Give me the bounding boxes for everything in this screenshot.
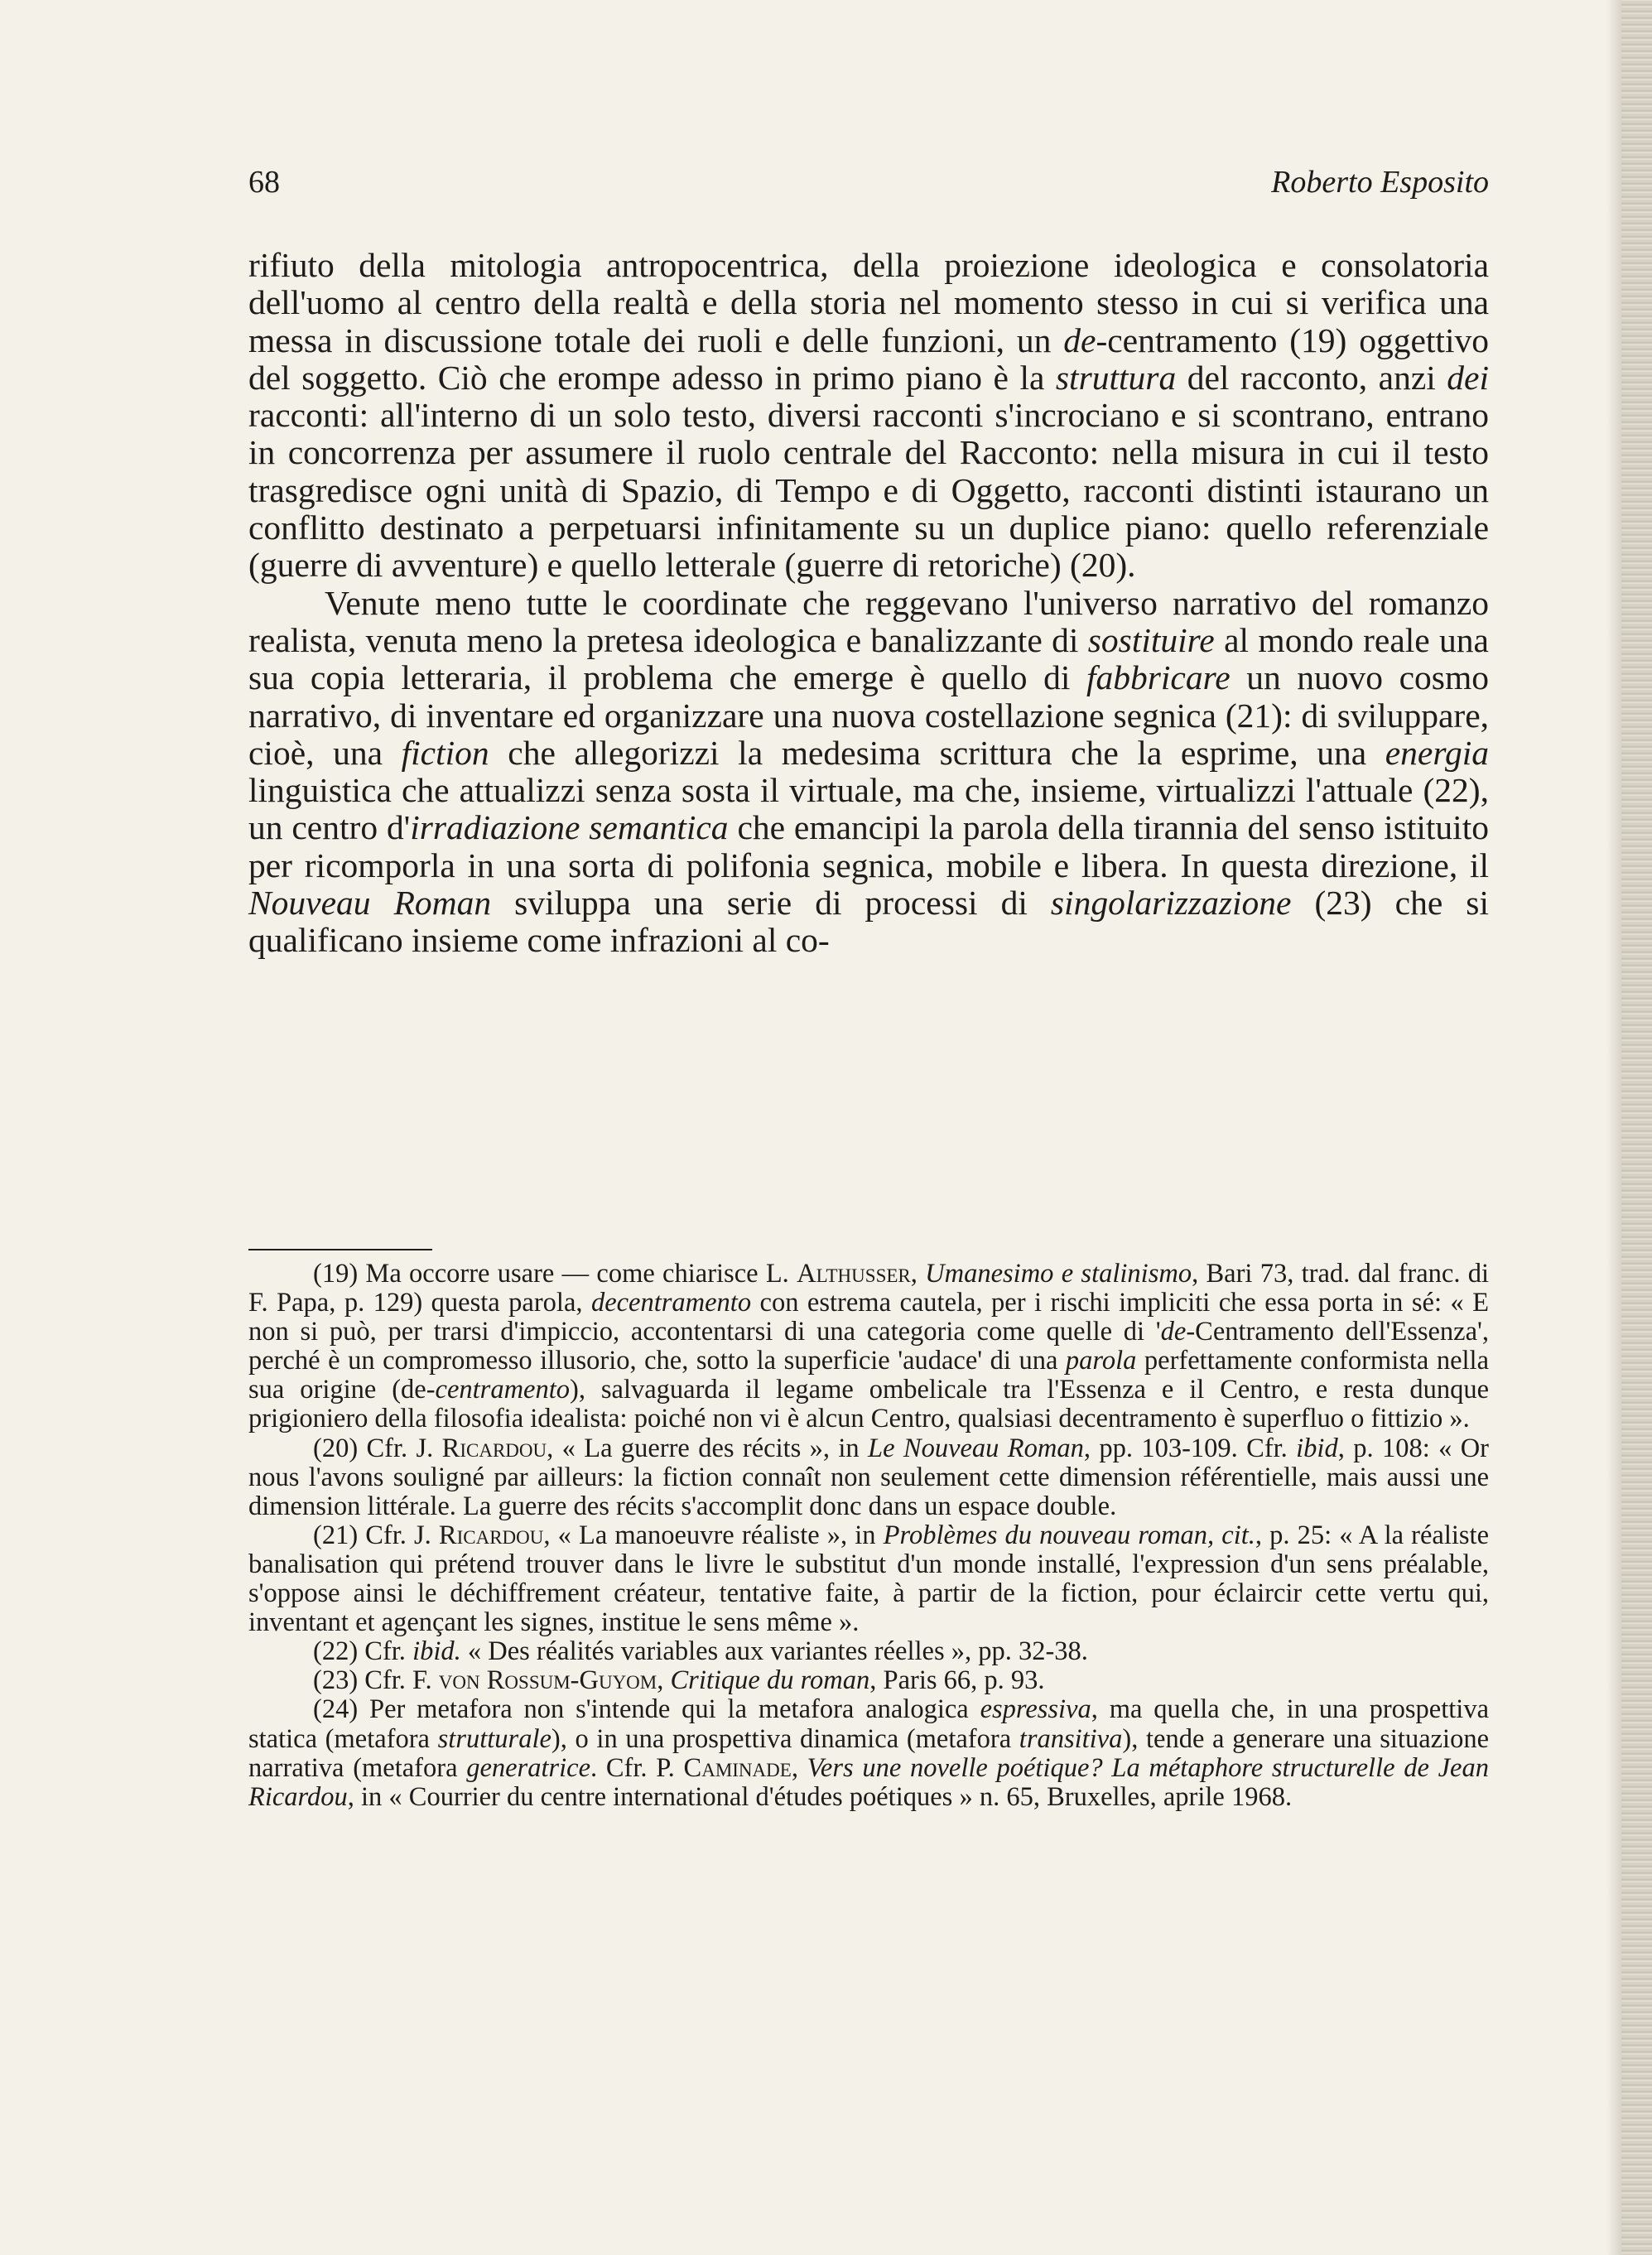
text-segment: , — [791, 1752, 807, 1783]
text-segment: linguistica che attualizzi senza sosta il virtuale, ma che, insieme, virtualizzi l'attuale (22), un centro d' — [248, 771, 1489, 847]
italic-segment: ibid — [1296, 1433, 1338, 1463]
italic-segment: energia — [1385, 733, 1489, 772]
text-segment: , pp. 103-109. Cfr. — [1083, 1433, 1297, 1463]
italic-segment: ibid. — [412, 1636, 461, 1667]
author-name: Althusser — [797, 1259, 911, 1289]
paragraph-1 — [248, 247, 1489, 585]
text-segment: un nuovo cosmo narrativo, di inventare ed organizzare una nuova costellazione segnica (21): di sviluppare, cioè, una — [248, 658, 1489, 772]
text-segment: perfettamente conformista nella sua origine (de- — [248, 1346, 1490, 1405]
text-segment: , — [657, 1665, 671, 1696]
text-segment: che allegorizzi la medesima scrittura che la esprime, una — [489, 733, 1385, 772]
footnote-23 — [248, 1666, 1489, 1695]
page-number: 68 — [248, 165, 280, 200]
text-segment: , « La guerre des récits », in — [547, 1433, 869, 1463]
text-segment: , Bari 73, trad. dal franc. di F. Papa, p. 129) questa parola, — [248, 1259, 1490, 1318]
text-segment: , — [910, 1259, 926, 1289]
text-segment: ), salvaguarda il legame ombelicale tra l'Essenza e il Centro, e resta dunque prigioniero della filosofia idealista: poiché non vi è alcun Centro, qualsiasi decentramento è superfluo o fittizio ». — [248, 1375, 1489, 1434]
footnote-separator — [248, 1249, 432, 1250]
text-segment: , « La manoeuvre réaliste », in — [543, 1520, 884, 1550]
text-segment: (22) Cfr. — [313, 1636, 413, 1667]
text-segment: , Paris 66, p. 93. — [869, 1665, 1045, 1696]
italic-segment: Nouveau Roman — [248, 884, 492, 923]
italic-segment: centramento — [435, 1375, 570, 1405]
text-segment: del racconto, anzi — [1176, 358, 1447, 397]
italic-segment: de — [1160, 1317, 1187, 1347]
main-text — [248, 247, 1489, 960]
text-segment: , in « Courrier du centre international d'études poétiques » n. 65, Bruxelles, aprile 1968. — [347, 1781, 1293, 1812]
italic-segment: Vers une novelle poétique? La métaphore structurelle de Jean Ricardou — [248, 1752, 1489, 1812]
page-edge-stack — [1621, 0, 1652, 2255]
text-segment: sviluppa una serie di processi di — [491, 884, 1051, 923]
italic-segment: sostituire — [1087, 620, 1215, 659]
italic-segment: fiction — [401, 733, 489, 772]
footnote-22 — [248, 1637, 1489, 1666]
text-segment: , p. 25: « A la réaliste banalisation qui prétend trouver dans le livre le substitut d'un monde installé, l'expression d'un sens préalable, s'oppose ainsi le déchiffrement créateur, tentative faite, à partir de la fiction, pour éclaircir cette vertu qui, inventant et agençant les signes, institue le sens même ». — [248, 1520, 1489, 1638]
italic-segment: Umanesimo e stalinismo — [925, 1259, 1192, 1289]
italic-segment: espressiva — [980, 1694, 1091, 1725]
text-segment: (23) Cfr. F. — [313, 1665, 439, 1696]
text-segment: Venute meno tutte le coordinate che reggevano l'universo narrativo del romanzo realista, venuta meno la pretesa ideologica e banalizzante di — [248, 583, 1489, 659]
text-segment: , p. 108: « Or nous l'avons souligné par ailleurs: la fiction connaît non seulement cette dimension référentielle, mais aussi une dimension littérale. La guerre des récits s'accomplit donc dans un espace double. — [248, 1433, 1489, 1521]
text-segment: (20) Cfr. J. — [313, 1433, 442, 1463]
text-segment: che emancipi la parola della tirannia del senso istituito per ricomporla in una sorta di polifonia segnica, mobile e libera. In questa direzione, il — [248, 808, 1489, 884]
text-segment: (23) che si qualificano insieme come infrazioni al co- — [248, 884, 1489, 960]
text-segment: (21) Cfr. J. — [313, 1520, 439, 1550]
italic-segment: transitiva — [1019, 1723, 1123, 1754]
author-name: von Rossum-Guyom — [438, 1665, 657, 1696]
text-segment: ), tende a generare una situazione narrativa (metafora — [248, 1723, 1489, 1783]
text-segment: ), o in una prospettiva dinamica (metafora — [551, 1723, 1019, 1754]
running-head — [248, 164, 1489, 205]
text-segment: rifiuto della mitologia antropocentrica, della proiezione ideologica e consolatoria dell'uomo al centro della realtà e della storia nel momento stesso in cui si verifica una messa in discussione totale dei ruoli e delle funzioni, un — [248, 246, 1489, 359]
footnote-20 — [248, 1434, 1489, 1521]
italic-segment: Le Nouveau Roman — [868, 1433, 1084, 1463]
italic-segment: Critique du roman — [670, 1665, 870, 1696]
text-segment: (19) Ma occorre usare — come chiarisce L. — [313, 1259, 797, 1289]
footnotes — [248, 1260, 1489, 1812]
footnote-24 — [248, 1695, 1489, 1811]
italic-segment: irradiazione semantica — [410, 808, 729, 847]
author-name: Caminade — [683, 1752, 792, 1783]
text-segment: , ma quella che, in una prospettiva statica (metafora — [248, 1694, 1489, 1754]
text-segment: racconti: all'interno di un solo testo, diversi racconti s'incrociano e si scontrano, entrano in concorrenza per assumere il ruolo centrale del Racconto: nella misura in cui il testo trasgredisce ogni unità di Spazio, di Tempo e di Oggetto, racconti distinti istaurano un conflitto destinato a perpetuarsi infinitamente su un duplice piano: quello referenziale (guerre di avventure) e quello letterale (guerre di retoriche) (20). — [248, 396, 1489, 585]
text-segment: . Cfr. P. — [590, 1752, 684, 1783]
italic-segment: Problèmes du nouveau roman, cit. — [883, 1520, 1255, 1550]
footnote-19 — [248, 1260, 1489, 1434]
text-segment: -Centramento dell'Essenza', perché è un compromesso illusorio, che, sotto la superficie 'audace' di una — [248, 1317, 1490, 1376]
text-segment: « Des réalités variables aux variantes réelles », pp. 32-38. — [460, 1636, 1088, 1667]
italic-segment: parola — [1065, 1346, 1137, 1376]
italic-segment: singolarizzazione — [1050, 884, 1292, 923]
italic-segment: decentramento — [590, 1288, 752, 1318]
text-segment: al mondo reale una sua copia letteraria, il problema che emerge è quello di — [248, 620, 1489, 697]
text-segment: (24) Per metafora non s'intende qui la metafora analogica — [313, 1694, 980, 1725]
italic-segment: struttura — [1055, 358, 1177, 397]
italic-segment: strutturale — [437, 1723, 551, 1754]
text-segment: -centramento (19) oggettivo del soggetto. Ciò che erompe adesso in primo piano è la — [248, 320, 1489, 397]
text-segment: con estrema cautela, per i rischi impliciti che essa porta in sé: « E non si può, per trarsi d'impiccio, accontentarsi di una categoria come quelle di ' — [248, 1288, 1489, 1347]
italic-segment: generatrice — [466, 1752, 591, 1783]
author-name: Ricardou — [441, 1433, 547, 1463]
italic-segment: de — [1063, 320, 1096, 359]
author-name: Ricardou — [438, 1520, 544, 1550]
running-head-author: Roberto Esposito — [1271, 165, 1489, 200]
italic-segment: dei — [1447, 358, 1489, 397]
paragraph-2 — [248, 585, 1489, 960]
footnote-21 — [248, 1521, 1489, 1637]
page-gutter-shadow — [1606, 0, 1621, 2255]
italic-segment: fabbricare — [1086, 658, 1231, 697]
